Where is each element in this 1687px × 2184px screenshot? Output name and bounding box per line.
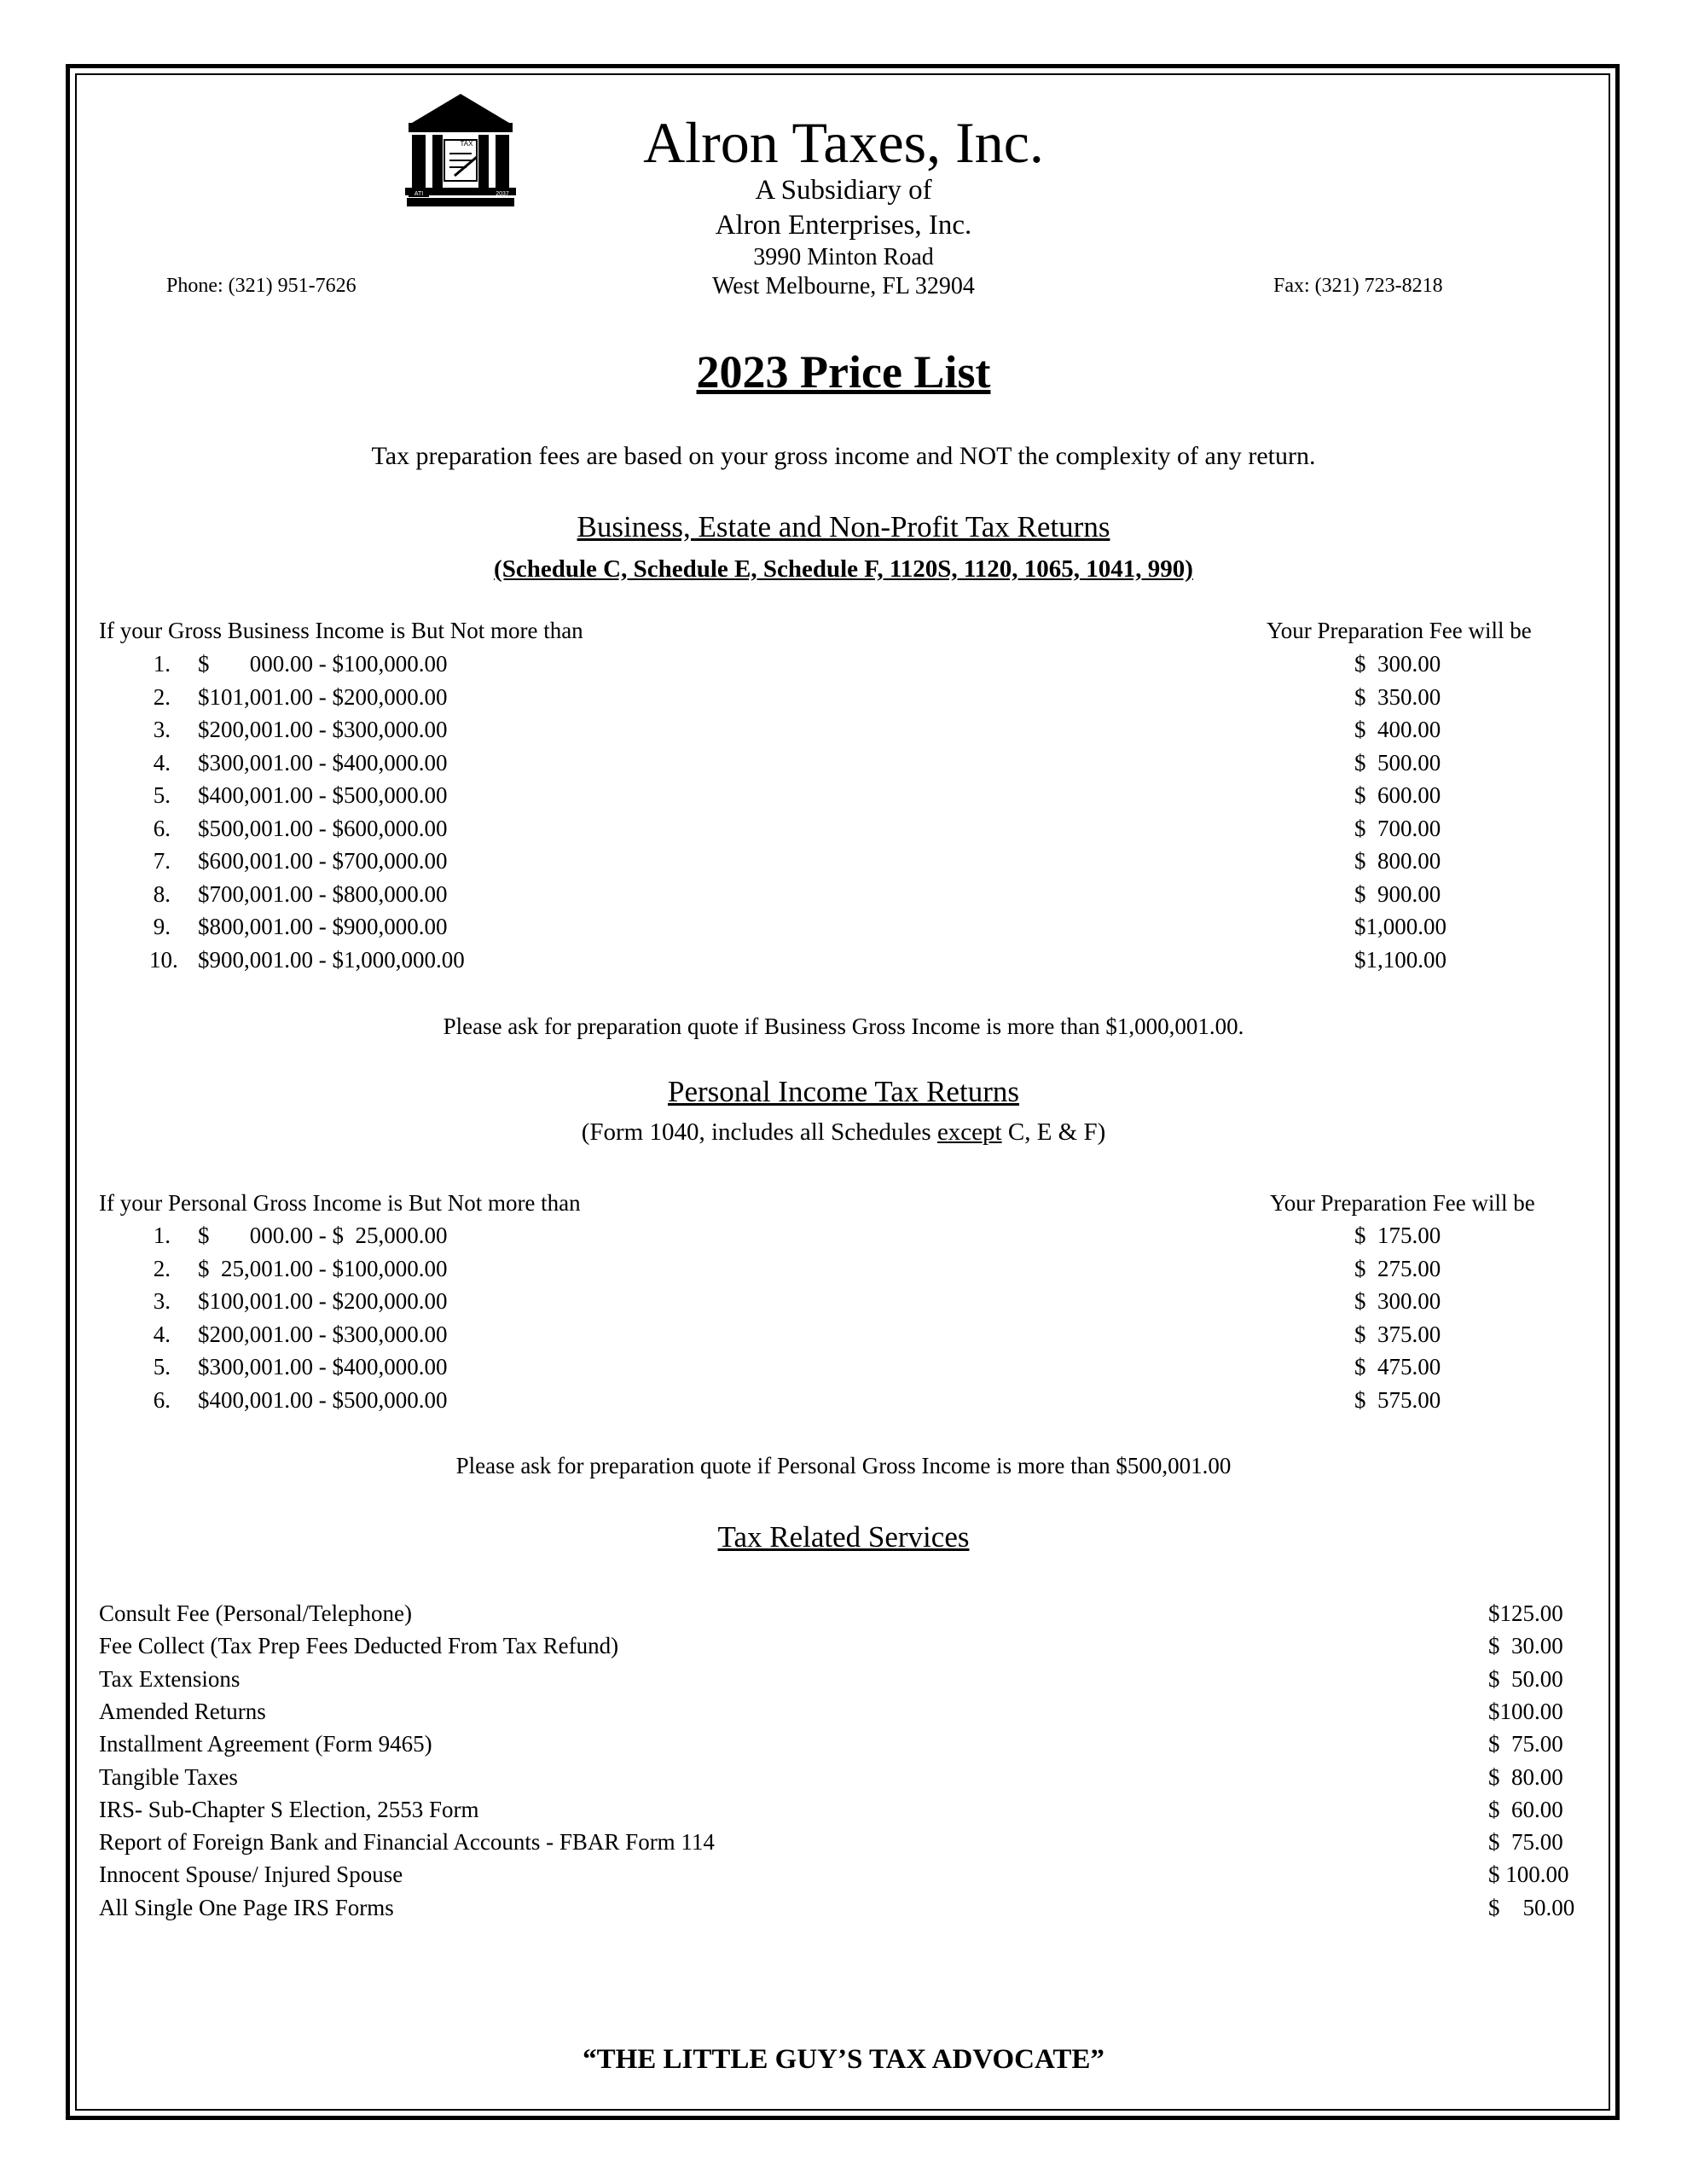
- business-row-range: $101,001.00 - $200,000.00: [198, 683, 448, 710]
- personal-row-num: 4.: [153, 1321, 171, 1347]
- personal-heading: Personal Income Tax Returns: [668, 1075, 1019, 1108]
- business-row: [0, 750, 1687, 782]
- service-row: [0, 1797, 1687, 1829]
- service-name: Fee Collect (Tax Prep Fees Deducted From Tax Refund): [99, 1633, 619, 1659]
- personal-row-range: $100,001.00 - $200,000.00: [198, 1288, 448, 1314]
- service-name: IRS- Sub-Chapter S Election, 2553 Form: [99, 1796, 479, 1822]
- business-row: [0, 816, 1687, 848]
- business-row: [0, 782, 1687, 815]
- service-row: [0, 1829, 1687, 1862]
- business-row: [0, 914, 1687, 946]
- business-row-range: $700,001.00 - $800,000.00: [198, 880, 448, 907]
- personal-row-num: 2.: [153, 1255, 171, 1281]
- service-price: $ 80.00: [1488, 1763, 1563, 1790]
- business-row-num: 9.: [153, 914, 171, 939]
- personal-row-num: 3.: [153, 1288, 171, 1314]
- personal-sub-post: C, E & F): [1001, 1118, 1106, 1146]
- service-price: $ 50.00: [1488, 1665, 1563, 1692]
- business-row-range: $800,001.00 - $900,000.00: [198, 914, 448, 939]
- personal-row-range: $200,001.00 - $300,000.00: [198, 1321, 448, 1347]
- service-name: Innocent Spouse/ Injured Spouse: [99, 1862, 403, 1888]
- personal-row-range: $ 25,001.00 - $100,000.00: [198, 1255, 448, 1281]
- service-price: $100.00: [1488, 1698, 1563, 1724]
- logo-right-plate-text: 2037: [496, 191, 509, 197]
- business-row-num: 4.: [153, 749, 171, 775]
- service-name: Tax Extensions: [99, 1665, 241, 1692]
- business-row-range: $300,001.00 - $400,000.00: [198, 749, 448, 775]
- personal-column-left: If your Personal Gross Income is But Not more than: [99, 1190, 581, 1216]
- business-row-num: 7.: [153, 848, 171, 874]
- business-row-fee: $1,100.00: [1354, 946, 1446, 973]
- intro-text: Tax preparation fees are based on your gross income and NOT the complexity of any return.: [371, 442, 1316, 470]
- business-row: [0, 947, 1687, 979]
- business-row-num: 2.: [153, 683, 171, 710]
- personal-row-num: 1.: [153, 1223, 171, 1248]
- business-row: [0, 848, 1687, 880]
- business-row-num: 5.: [153, 782, 171, 808]
- personal-row: [0, 1387, 1687, 1420]
- personal-subheading: [0, 1118, 1687, 1147]
- personal-row-range: $300,001.00 - $400,000.00: [198, 1354, 448, 1380]
- service-row: [0, 1764, 1687, 1797]
- service-name: Consult Fee (Personal/Telephone): [99, 1600, 413, 1626]
- business-row-fee: $ 400.00: [1354, 717, 1441, 742]
- business-heading: Business, Estate and Non-Profit Tax Returns: [577, 510, 1110, 543]
- logo-left-plate-text: ATI: [414, 191, 424, 197]
- business-row-fee: $ 800.00: [1354, 848, 1441, 874]
- business-row: [0, 651, 1687, 683]
- personal-row-fee: $ 275.00: [1354, 1255, 1441, 1281]
- business-row-num: 1.: [153, 651, 171, 677]
- company-name: Alron Taxes, Inc.: [643, 110, 1044, 175]
- service-price: $ 75.00: [1488, 1829, 1563, 1856]
- business-column-left: If your Gross Business Income is But Not more than: [99, 618, 583, 643]
- service-row: [0, 1699, 1687, 1731]
- service-price: $125.00: [1488, 1600, 1563, 1626]
- business-row-fee: $1,000.00: [1354, 914, 1446, 939]
- business-row: [0, 717, 1687, 749]
- phone-number: Phone: (321) 951-7626: [166, 275, 357, 297]
- service-row: [0, 1600, 1687, 1633]
- service-price: $ 50.00: [1488, 1894, 1575, 1920]
- service-row: [0, 1895, 1687, 1927]
- business-row-fee: $ 900.00: [1354, 880, 1441, 907]
- personal-row-fee: $ 575.00: [1354, 1386, 1441, 1413]
- service-price: $ 100.00: [1488, 1862, 1569, 1888]
- service-name: Amended Returns: [99, 1698, 266, 1724]
- service-price: $ 60.00: [1488, 1796, 1563, 1822]
- personal-row-num: 5.: [153, 1354, 171, 1380]
- business-row-num: 8.: [153, 880, 171, 907]
- city-state-zip: West Melbourne, FL 32904: [712, 273, 975, 299]
- service-row: [0, 1633, 1687, 1665]
- street-address: 3990 Minton Road: [753, 244, 934, 270]
- personal-note: Please ask for preparation quote if Personal Gross Income is more than $500,001.00: [455, 1453, 1232, 1478]
- personal-row-fee: $ 300.00: [1354, 1288, 1441, 1314]
- tagline: “THE LITTLE GUY’S TAX ADVOCATE”: [583, 2044, 1104, 2075]
- service-name: Installment Agreement (Form 9465): [99, 1731, 432, 1757]
- services-heading: Tax Related Services: [717, 1520, 970, 1554]
- business-row-range: $ 000.00 - $100,000.00: [198, 651, 448, 677]
- business-row-range: $200,001.00 - $300,000.00: [198, 717, 448, 742]
- business-row-range: $500,001.00 - $600,000.00: [198, 815, 448, 841]
- personal-row: [0, 1354, 1687, 1386]
- service-name: All Single One Page IRS Forms: [99, 1894, 394, 1920]
- service-price: $ 75.00: [1488, 1731, 1563, 1757]
- service-name: Tangible Taxes: [99, 1763, 238, 1790]
- service-row: [0, 1731, 1687, 1763]
- business-row-fee: $ 300.00: [1354, 651, 1441, 677]
- business-row-fee: $ 350.00: [1354, 683, 1441, 710]
- business-row-range: $900,001.00 - $1,000,000.00: [198, 946, 465, 973]
- business-row-fee: $ 600.00: [1354, 782, 1441, 808]
- personal-row-fee: $ 375.00: [1354, 1321, 1441, 1347]
- personal-row: [0, 1223, 1687, 1255]
- business-note: Please ask for preparation quote if Business Gross Income is more than $1,000,001.00.: [443, 1014, 1244, 1039]
- service-price: $ 30.00: [1488, 1633, 1563, 1659]
- business-row-num: 10.: [149, 946, 178, 973]
- logo-tax-text: TAX: [460, 140, 473, 148]
- business-row-num: 6.: [153, 815, 171, 841]
- business-row: [0, 684, 1687, 717]
- personal-row-range: $ 000.00 - $ 25,000.00: [198, 1223, 448, 1248]
- business-row-num: 3.: [153, 717, 171, 742]
- service-name: Report of Foreign Bank and Financial Accounts - FBAR Form 114: [99, 1829, 715, 1856]
- personal-row-num: 6.: [153, 1386, 171, 1413]
- business-row-fee: $ 700.00: [1354, 815, 1441, 841]
- business-row: [0, 881, 1687, 914]
- personal-row: [0, 1321, 1687, 1354]
- parent-company: Alron Enterprises, Inc.: [715, 210, 972, 241]
- service-row: [0, 1862, 1687, 1894]
- business-row-range: $400,001.00 - $500,000.00: [198, 782, 448, 808]
- personal-row-fee: $ 175.00: [1354, 1223, 1441, 1248]
- page-title: 2023 Price List: [696, 346, 991, 398]
- personal-row-fee: $ 475.00: [1354, 1354, 1441, 1380]
- personal-row-range: $400,001.00 - $500,000.00: [198, 1386, 448, 1413]
- business-row-range: $600,001.00 - $700,000.00: [198, 848, 448, 874]
- personal-row: [0, 1288, 1687, 1321]
- business-row-fee: $ 500.00: [1354, 749, 1441, 775]
- business-subheading: (Schedule C, Schedule E, Schedule F, 1120S, 1120, 1065, 1041, 990): [494, 555, 1193, 583]
- personal-row: [0, 1256, 1687, 1288]
- personal-sub-pre: (Form 1040, includes all Schedules: [581, 1118, 937, 1146]
- business-column-right: Your Preparation Fee will be: [1267, 618, 1532, 643]
- personal-sub-except: except: [936, 1118, 1002, 1146]
- fax-number: Fax: (321) 723-8218: [1273, 275, 1443, 297]
- subsidiary-line: A Subsidiary of: [755, 175, 932, 206]
- personal-column-right: Your Preparation Fee will be: [1270, 1190, 1535, 1216]
- service-row: [0, 1666, 1687, 1699]
